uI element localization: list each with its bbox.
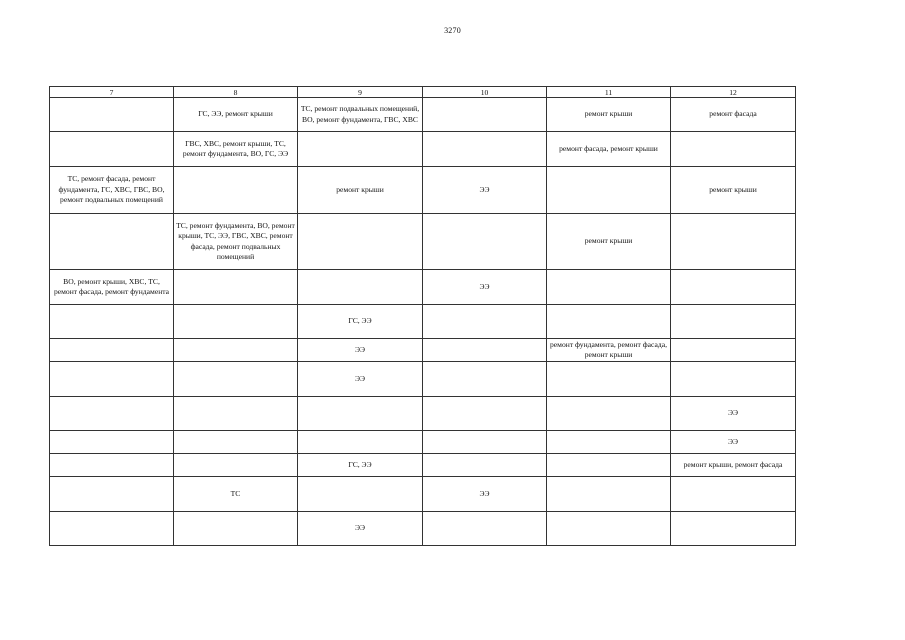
table-row [50, 397, 796, 431]
table-row [50, 362, 796, 397]
table-cell: ЭЭ [423, 477, 547, 512]
table-cell [547, 431, 671, 454]
table-cell [547, 454, 671, 477]
table-cell [174, 339, 298, 362]
table-row [50, 305, 796, 339]
table-cell: ЭЭ [423, 167, 547, 214]
table-cell [423, 98, 547, 132]
table-cell [174, 431, 298, 454]
table-cell [547, 305, 671, 339]
column-header: 11 [547, 87, 671, 98]
table-cell [671, 270, 796, 305]
table-cell [671, 512, 796, 546]
table-cell: ремонт крыши [547, 98, 671, 132]
table-row [50, 214, 796, 270]
column-header: 9 [298, 87, 423, 98]
table-cell [50, 362, 174, 397]
table-cell: ремонт фасада, ремонт крыши [547, 132, 671, 167]
table-cell [671, 339, 796, 362]
table-cell: ЭЭ [671, 397, 796, 431]
table-cell [50, 397, 174, 431]
table-cell: ЭЭ [671, 431, 796, 454]
table-cell [50, 98, 174, 132]
table-cell: ремонт фасада [671, 98, 796, 132]
table-cell: ЭЭ [298, 362, 423, 397]
table-cell [547, 512, 671, 546]
table-row [50, 339, 796, 362]
works-table [49, 86, 796, 546]
table-cell [671, 305, 796, 339]
page-number: 3270 [444, 26, 461, 35]
table-cell [174, 270, 298, 305]
table-cell: ремонт крыши [547, 214, 671, 270]
table-cell [547, 397, 671, 431]
table-cell: ЭЭ [298, 512, 423, 546]
table-cell [298, 477, 423, 512]
table-cell [50, 214, 174, 270]
table-row [50, 477, 796, 512]
table-cell: ремонт фундамента, ремонт фасада, ремонт крыши [547, 339, 671, 362]
table-row [50, 454, 796, 477]
table-cell [298, 214, 423, 270]
table-cell: ремонт крыши [671, 167, 796, 214]
table-cell [50, 305, 174, 339]
table-cell [671, 214, 796, 270]
table-cell: ремонт крыши, ремонт фасада [671, 454, 796, 477]
table-cell [423, 512, 547, 546]
table-cell [298, 397, 423, 431]
table-row [50, 167, 796, 214]
table-cell [671, 362, 796, 397]
table-cell [174, 512, 298, 546]
table-cell [50, 431, 174, 454]
table-cell: ТС, ремонт фасада, ремонт фундамента, ГС, ХВС, ГВС, ВО, ремонт подвальных помещений [50, 167, 174, 214]
table-row [50, 132, 796, 167]
table-cell [50, 477, 174, 512]
table-cell: ТС, ремонт подвальных помещений, ВО, ремонт фундамента, ГВС, ХВС [298, 98, 423, 132]
table-cell [298, 431, 423, 454]
table-cell [50, 454, 174, 477]
table-row [50, 270, 796, 305]
table-cell: ремонт крыши [298, 167, 423, 214]
table-cell [671, 132, 796, 167]
table-cell [423, 305, 547, 339]
table-cell: ЭЭ [423, 270, 547, 305]
table-cell [50, 339, 174, 362]
table-cell [547, 477, 671, 512]
table-row [50, 512, 796, 546]
table-cell [423, 454, 547, 477]
table-row [50, 98, 796, 132]
column-header: 7 [50, 87, 174, 98]
column-header: 8 [174, 87, 298, 98]
table-cell: ВО, ремонт крыши, ХВС, ТС, ремонт фасада, ремонт фундамента [50, 270, 174, 305]
column-header: 10 [423, 87, 547, 98]
column-header: 12 [671, 87, 796, 98]
table-cell [423, 431, 547, 454]
table-cell [174, 362, 298, 397]
table-cell [423, 132, 547, 167]
table-cell [298, 132, 423, 167]
table-cell [423, 339, 547, 362]
table-cell [547, 362, 671, 397]
table-cell: ГС, ЭЭ [298, 305, 423, 339]
table-cell [50, 132, 174, 167]
table-header-row [50, 87, 796, 98]
table-cell [174, 167, 298, 214]
table-cell [423, 214, 547, 270]
table-cell [423, 397, 547, 431]
table-cell [174, 305, 298, 339]
table-cell [547, 270, 671, 305]
table-cell [671, 477, 796, 512]
table-cell: ТС, ремонт фундамента, ВО, ремонт крыши, ТС, ЭЭ, ГВС, ХВС, ремонт фасада, ремонт подвальных помещений [174, 214, 298, 270]
table-cell [50, 512, 174, 546]
table-cell: ГС, ЭЭ, ремонт крыши [174, 98, 298, 132]
table-cell [423, 362, 547, 397]
table-cell [298, 270, 423, 305]
table-cell: ГС, ЭЭ [298, 454, 423, 477]
table-row [50, 431, 796, 454]
table-cell [174, 454, 298, 477]
table-cell: ГВС, ХВС, ремонт крыши, ТС, ремонт фундамента, ВО, ГС, ЭЭ [174, 132, 298, 167]
table-cell: ЭЭ [298, 339, 423, 362]
table-cell [174, 397, 298, 431]
table-cell [547, 167, 671, 214]
table-cell: ТС [174, 477, 298, 512]
